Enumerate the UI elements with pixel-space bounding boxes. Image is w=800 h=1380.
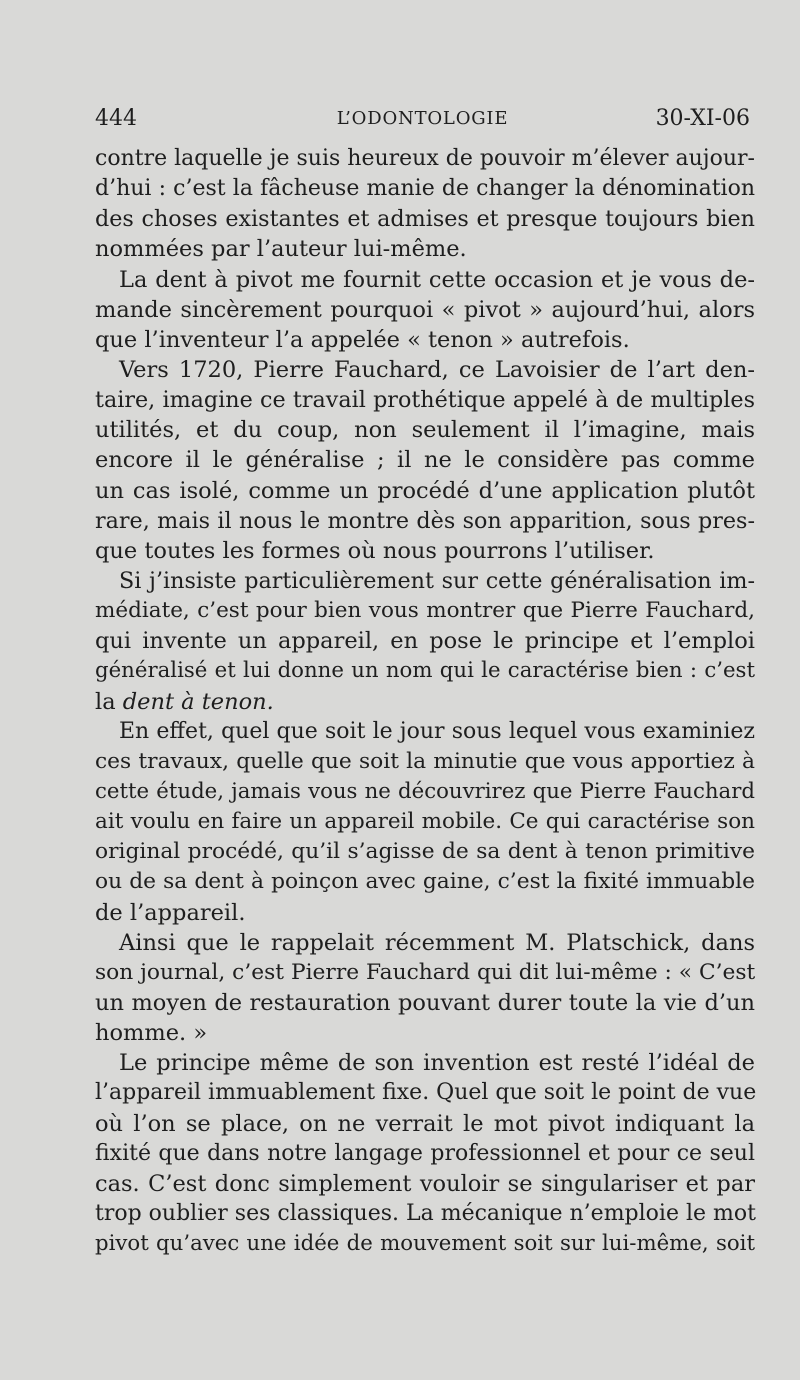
text-line <box>95 867 755 897</box>
text-line-content: encore il le généralise ; il ne le considère pas comme <box>95 447 755 474</box>
text-line-content: La dent à pivot me fournit cette occasion et je vous de- <box>119 266 755 293</box>
text-line-content: un cas isolé, comme un procédé d’une application plutôt <box>95 477 755 504</box>
text-line-content: trop oublier ses classiques. La mécanique n’emploie le mot <box>95 1200 756 1226</box>
text-line <box>95 234 755 264</box>
text-line <box>95 1048 755 1078</box>
text-line-content: taire, imagine ce travail prothétique appelé à de multiples <box>95 387 755 414</box>
text-line <box>95 687 755 717</box>
text-line-content: généralisé et lui donne un nom qui le caractérise bien : c’est <box>95 658 755 684</box>
text-line-content: son journal, c’est Pierre Fauchard qui dit lui-même : « C’est <box>95 959 756 985</box>
text-line-content: qui invente un appareil, en pose le principe et l’emploi <box>95 628 755 655</box>
italic-term: dent à tenon. <box>122 688 274 715</box>
text-line <box>95 1139 755 1169</box>
text-line <box>95 1018 755 1048</box>
text-line-content: médiate, c’est pour bien vous montrer que Pierre Fauchard, <box>95 598 755 624</box>
body-text <box>95 144 755 1259</box>
text-line <box>95 385 755 415</box>
text-line-content: la <box>95 688 116 715</box>
text-line <box>95 566 755 596</box>
text-line <box>95 1229 755 1259</box>
text-line <box>95 807 755 837</box>
text-line-content: que l’inventeur l’a appelée « tenon » autrefois. <box>95 326 630 353</box>
text-line <box>95 476 755 506</box>
text-line-content: que toutes les formes où nous pourrons l’utiliser. <box>95 537 655 564</box>
text-line-content: Le principe même de son invention est resté l’idéal de <box>119 1050 755 1077</box>
text-line <box>95 1078 755 1108</box>
text-line-content: où l’on se place, on ne verrait le mot pivot indiquant la <box>95 1110 755 1137</box>
text-line-content: fixité que dans notre langage professionnel et pour ce seul <box>95 1140 755 1166</box>
issue-date: 30-XI-06 <box>655 106 750 131</box>
text-line-content: ces travaux, quelle que soit la minutie que vous apportiez à <box>95 748 755 774</box>
text-line-content: En effet, quel que soit le jour sous lequel vous examiniez <box>119 718 755 744</box>
text-line-content: de l’appareil. <box>95 899 246 926</box>
text-line-content: cas. C’est donc simplement vouloir se singulariser et par <box>95 1170 755 1197</box>
text-line <box>95 898 755 928</box>
text-line-content: utilités, et du coup, non seulement il l’imagine, mais <box>95 417 755 444</box>
text-line <box>95 988 755 1018</box>
text-line <box>95 596 755 626</box>
page-number: 444 <box>95 106 137 131</box>
text-line <box>95 415 755 445</box>
text-line <box>95 265 755 295</box>
text-line <box>95 144 755 174</box>
text-line <box>95 747 755 777</box>
text-line-content: Vers 1720, Pierre Fauchard, ce Lavoisier de l’art den- <box>119 356 755 383</box>
text-line-content: original procédé, qu’il s’agisse de sa dent à tenon primitive <box>95 839 755 865</box>
text-line-content: pivot qu’avec une idée de mouvement soit sur lui-même, soit <box>95 1231 755 1257</box>
text-line <box>95 656 755 686</box>
text-line <box>95 445 755 475</box>
text-line-content: Ainsi que le rappelait récemment M. Platschick, dans <box>119 929 755 956</box>
text-line-content: des choses existantes et admises et presque toujours bien <box>95 206 755 233</box>
journal-title: L’ODONTOLOGIE <box>336 108 509 129</box>
text-line <box>95 536 755 566</box>
text-line <box>95 174 755 204</box>
text-line <box>95 928 755 958</box>
text-line <box>95 325 755 355</box>
text-line <box>95 1109 755 1139</box>
text-line <box>95 204 755 234</box>
text-line <box>95 837 755 867</box>
text-line-content: mande sincèrement pourquoi « pivot » aujourd’hui, alors <box>95 296 755 323</box>
text-line-content: ait voulu en faire un appareil mobile. Ce qui caractérise son <box>95 809 755 835</box>
text-line <box>95 1169 755 1199</box>
text-line <box>95 958 755 988</box>
text-line-content: ou de sa dent à poinçon avec gaine, c’est la fixité immuable <box>95 869 755 895</box>
text-line-content: homme. » <box>95 1020 208 1047</box>
text-line-content: contre laquelle je suis heureux de pouvoir m’élever aujour- <box>95 146 755 171</box>
running-header <box>95 106 750 140</box>
text-line-content: cette étude, jamais vous ne découvrirez que Pierre Fauchard <box>95 778 755 804</box>
text-line-content: nommées par l’auteur lui-même. <box>95 236 467 263</box>
text-line <box>95 355 755 385</box>
text-line <box>95 777 755 807</box>
text-line <box>95 506 755 536</box>
text-line <box>95 295 755 325</box>
text-line <box>95 1199 755 1229</box>
text-line-content: rare, mais il nous le montre dès son apparition, sous pres- <box>95 507 755 534</box>
text-line-content: d’hui : c’est la fâcheuse manie de changer la dénomination <box>95 176 755 202</box>
text-line <box>95 717 755 747</box>
text-line-content: un moyen de restauration pouvant durer toute la vie d’un <box>95 989 755 1016</box>
text-line-content: Si j’insiste particulièrement sur cette généralisation im- <box>119 567 755 594</box>
text-line <box>95 626 755 656</box>
text-line-content: l’appareil immuablement fixe. Quel que soit le point de vue <box>95 1080 757 1106</box>
